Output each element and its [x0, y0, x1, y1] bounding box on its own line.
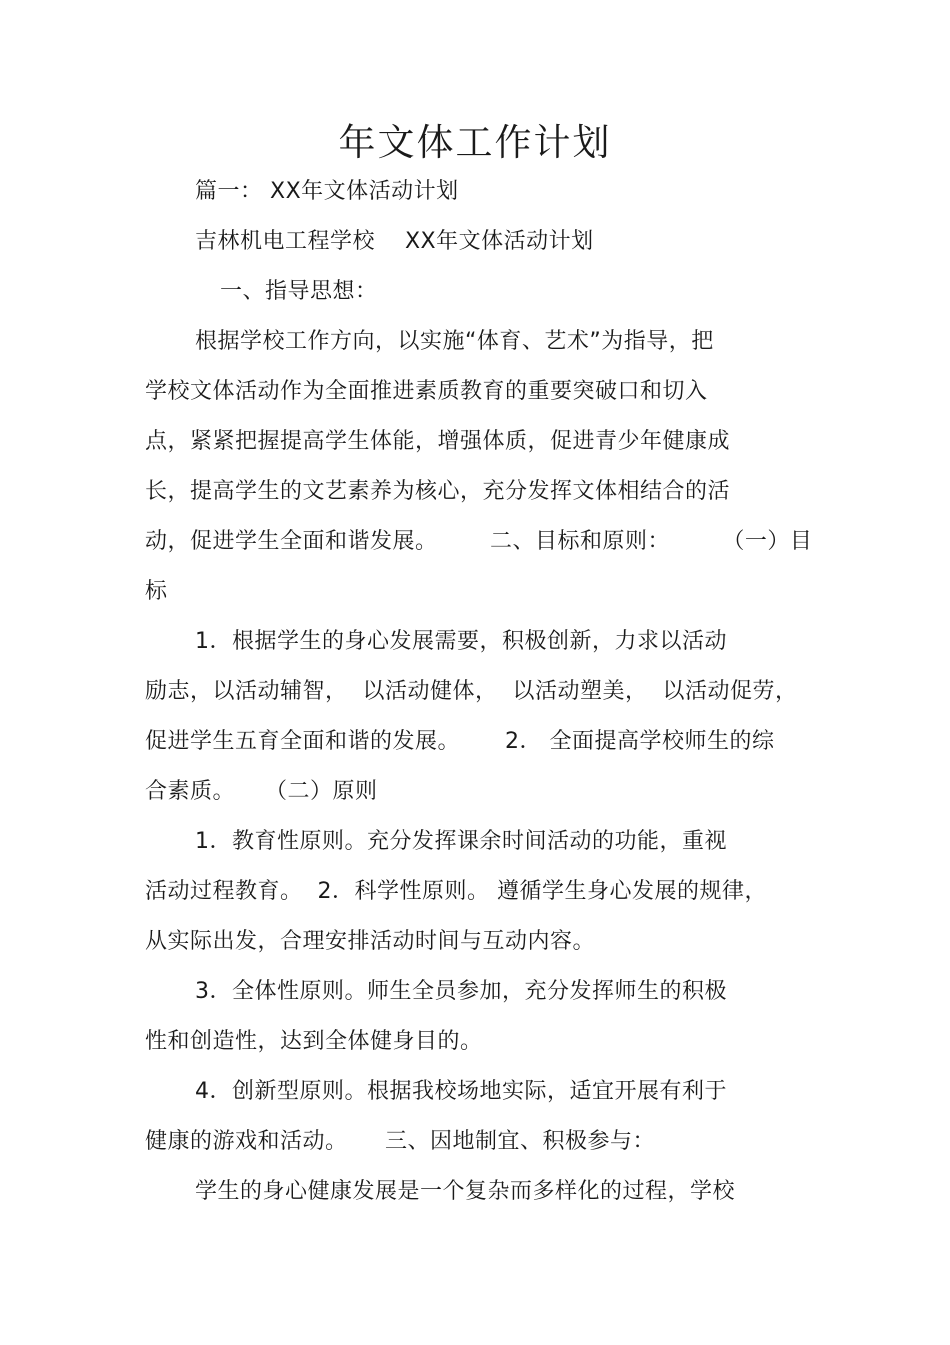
text-line-7: 长，提高学生的文艺素养为核心，充分发挥文体相结合的活 [145, 479, 731, 504]
text-line-8: 动，促进学生全面和谐发展。 二、目标和原则： （一）目 [145, 529, 813, 554]
text-line-20: 健康的游戏和活动。 三、因地制宜、积极参与： [145, 1129, 655, 1154]
text-line-6: 点，紧紧把握提高学生体能，增强体质，促进青少年健康成 [145, 429, 731, 454]
text-line-4: 根据学校工作方向，以实施“体育、艺术”为指导，把 [195, 329, 714, 354]
text-line-19: 4．创新型原则。根据我校场地实际，适宜开展有利于 [195, 1079, 727, 1104]
text-line-14: 1．教育性原则。充分发挥课余时间活动的功能，重视 [195, 829, 727, 854]
text-line-21: 学生的身心健康发展是一个复杂而多样化的过程，学校 [195, 1179, 736, 1204]
text-line-18: 性和创造性，达到全体健身目的。 [145, 1029, 483, 1054]
text-line-2: 吉林机电工程学校 XX年文体活动计划 [195, 229, 594, 254]
text-line-11: 励志，以活动辅智， 以活动健体， 以活动塑美， 以活动促劳， [145, 679, 798, 704]
text-line-15: 活动过程教育。 2．科学性原则。 遵循学生身心发展的规律， [145, 879, 767, 904]
text-line-17: 3．全体性原则。师生全员参加，充分发挥师生的积极 [195, 979, 727, 1004]
text-line-10: 1．根据学生的身心发展需要，积极创新，力求以活动 [195, 629, 727, 654]
text-line-5: 学校文体活动作为全面推进素质教育的重要突破口和切入 [145, 379, 708, 404]
text-line-9: 标 [145, 579, 168, 604]
text-line-3: 一、指导思想： [220, 279, 378, 304]
document-title: 年文体工作计划 [338, 121, 612, 164]
text-line-16: 从实际出发，合理安排活动时间与互动内容。 [145, 929, 596, 954]
text-line-1: 篇一： XX年文体活动计划 [195, 179, 459, 204]
text-line-13: 合素质。 （二）原则 [145, 779, 378, 804]
text-line-12: 促进学生五育全面和谐的发展。 2． 全面提高学校师生的综 [145, 729, 775, 754]
